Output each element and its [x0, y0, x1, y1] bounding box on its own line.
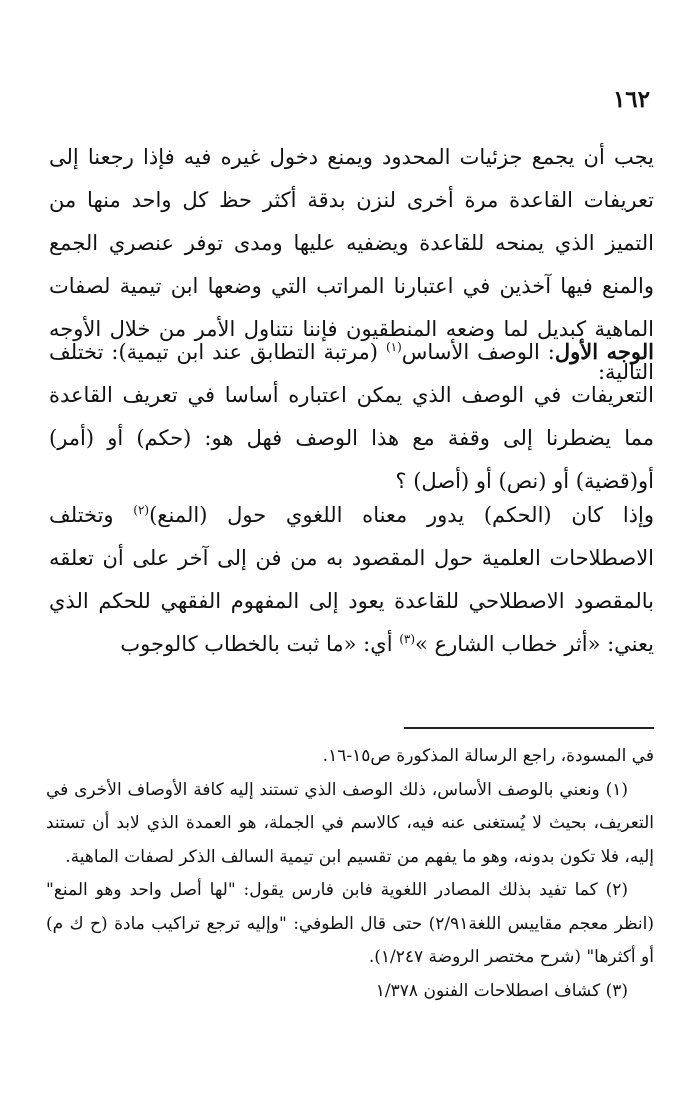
paragraph-3-part-2: وتختلف الاصطلاحات العلمية حول المقصود به من فن إلى آخر على أن تعلقه بالمقصود الاصطلاحي للقاعدة يعود إلى المفهوم الفقهي للحكم الذي يعني: «أثر خطاب الشارع »: [49, 503, 654, 656]
footnote-3: (٣) كشاف اصطلاحات الفنون ١/٣٧٨: [375, 980, 628, 1001]
footnote-ref-3: (٣): [399, 632, 416, 646]
footnote-separator: [404, 727, 654, 729]
paragraph-2-lead: الوجه الأول: [554, 339, 655, 364]
paragraph-2-lead-colon: : الوصف الأساس: [401, 340, 555, 364]
footnote-continuation: في المسودة، راجع الرسالة المذكورة ص١٥-١٦.: [322, 746, 654, 766]
paragraph-1-text: يجب أن يجمع جزئيات المحدود ويمنع دخول غيره فيه فإذا رجعنا إلى تعريفات القاعدة مرة أخرى لنزن بدقة أكثر حظ كل واحد منها من التميز الذي يمنحه للقاعدة ويضفيه عليها ومدى توفر عنصري الجمع والمنع فيها آخذين في اعتبارنا المراتب التي وضعها ابن تيمية لصفات الماهية كبديل لما وضعه المنطقيون فإننا نتناول الأمر من خلال الأوجه التالية:: [49, 145, 654, 384]
paragraph-2-body: (مرتبة التطابق عند ابن تيمية): تختلف التعريفات في الوصف الذي يمكن اعتباره أساسا في تعريف القاعدة مما يضطرنا إلى وقفة مع هذا الوصف فهل هو: (حكم) أو (أمر) أو(قضية) أو (نص) أو (أصل) ؟: [49, 340, 654, 493]
paragraph-3-part-3: أي: «ما ثبت بالخطاب كالوجوب: [120, 632, 400, 656]
footnote-1: (١) ونعني بالوصف الأساس، ذلك الوصف الذي تستند إليه كافة الأوصاف الأخرى في التعريف، بحيث لا يُستغنى عنه فيه، كالاسم في الجملة، هو العمدة الذي لابد أن تستند إليه، فلا تكون بدونه، وهو ما يفهم من تقسيم ابن تيمية السالف الذكر لصفات الماهية.: [46, 779, 654, 867]
footnote-2: (٢) كما تفيد بذلك المصادر اللغوية فابن فارس يقول: "لها أصل واحد وهو المنع" (انظر معجم مقاييس اللغة٢/٩١) حتى قال الطوفي: "وإليه ترجع تراكيب مادة (ح ك م) أو أكثرها" (شرح مختصر الروضة ١/٢٤٧).: [46, 880, 654, 967]
page-number: ١٦٢: [612, 86, 650, 113]
paragraph-2-text: [49, 330, 654, 503]
paragraph-2: [49, 330, 654, 503]
footnotes: [46, 740, 654, 1008]
footnote-ref-2: (٢): [133, 503, 150, 517]
paragraph-3: [49, 494, 654, 666]
paragraph-3-part-1: وإذا كان (الحكم) يدور معناه اللغوي حول (المنع): [149, 503, 654, 527]
paragraph-3-text: [49, 494, 654, 666]
footnote-ref-1: (١): [385, 340, 402, 354]
